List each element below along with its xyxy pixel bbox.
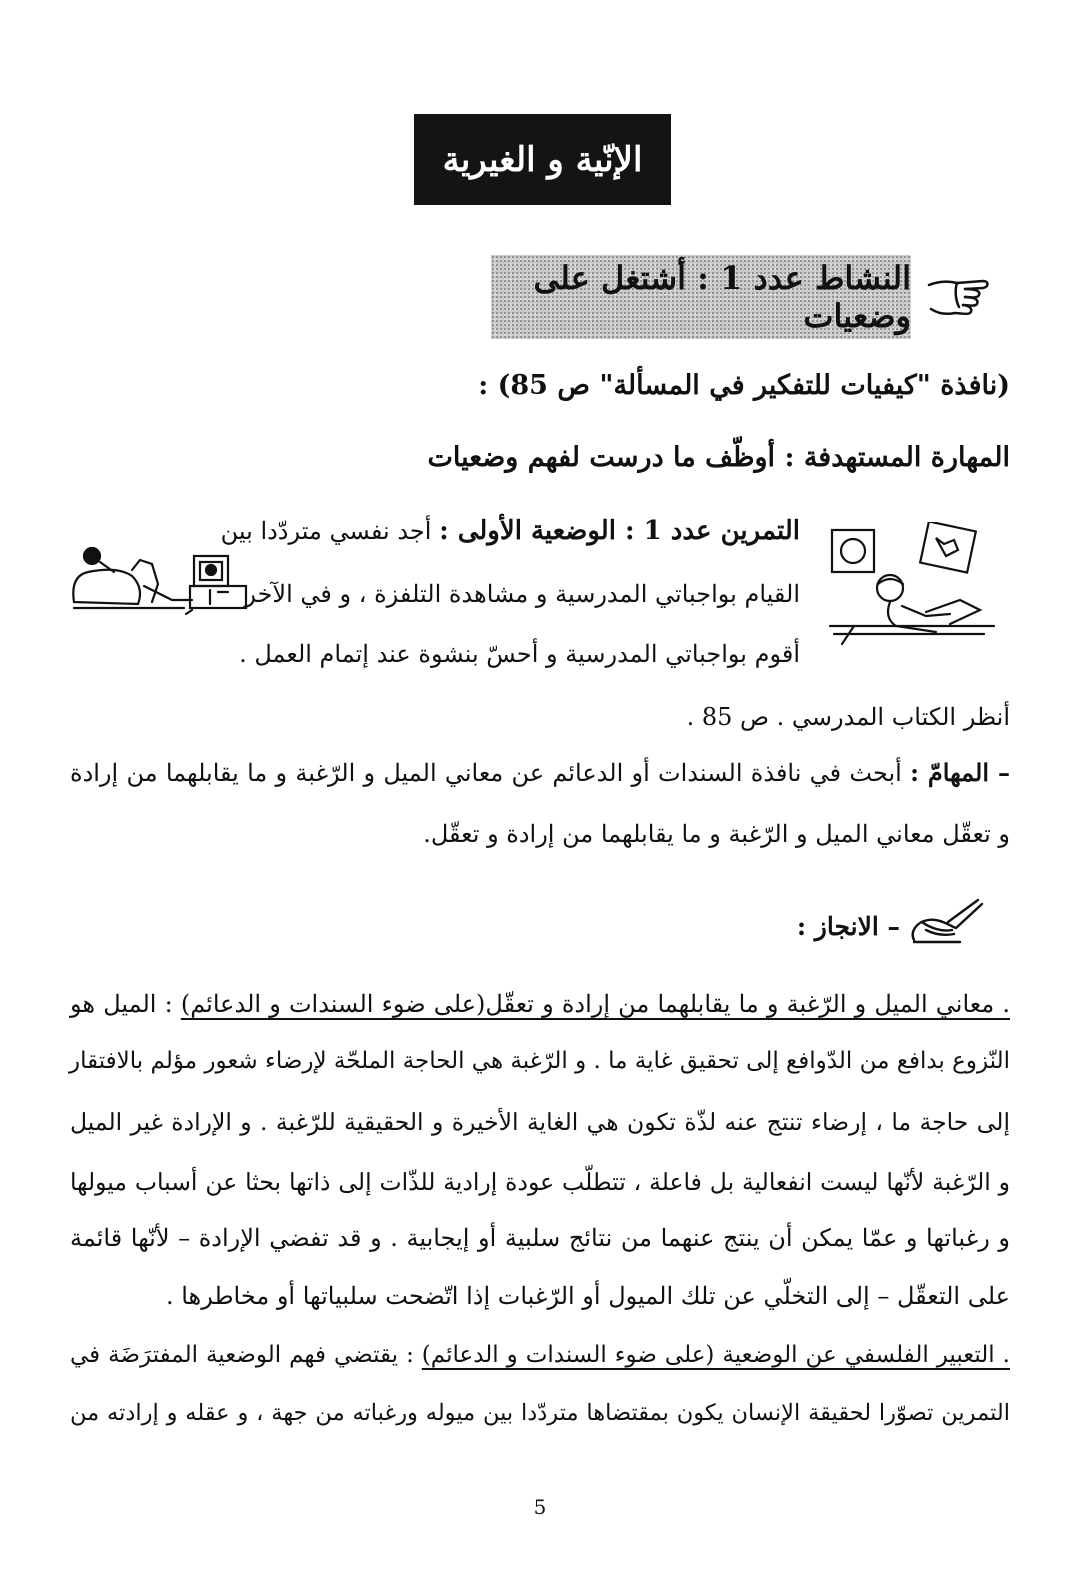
tasks-line-1-text: أبحث في نافذة السندات أو الدعائم عن معاني الميل و الرّغبة و ما يقابلهما من إرادة (70, 759, 902, 787)
page-title (414, 114, 671, 205)
window-line-text: (نافذة "كيفيات للتفكير في المسألة" ص 85) : (478, 370, 1010, 401)
exercise-line-3-text: أقوم بواجباتي المدرسية و أحسّ بنشوة عند إتمام العمل . (239, 640, 800, 668)
paragraph-1-line-3 (70, 1108, 1010, 1136)
tasks-line-2 (423, 820, 1010, 848)
student-studying-illustration (828, 522, 998, 652)
activity-banner (491, 255, 911, 339)
exercise-line-2 (244, 580, 800, 608)
exercise-label: التمرين عدد 1 : الوضعية الأولى : (439, 516, 800, 546)
paragraph-1-text: و رغباتها و عمّا يمكن أن ينتج عنهما من نتائج سلبية أو إيجابية . و قد تفضي الإرادة – لأنّها قائمة (70, 1224, 1010, 1252)
page-title-text: الإنّية و الغيرية (442, 139, 643, 180)
paragraph-2-text: التمرين تصوّرا لحقيقة الإنسان يكون بمقتضاها متردّدا بين ميوله ورغباته من جهة ، و عقله و إرادته من (70, 1400, 1010, 1426)
paragraph-1-line-5 (70, 1224, 1010, 1252)
paragraph-2-lead: : يقتضي فهم الوضعية المفترَضَة في (70, 1342, 414, 1368)
skill-line-text: المهارة المستهدفة : أوظّف ما درست لفهم وضعيات (427, 442, 1010, 473)
tasks-line-1 (70, 758, 1010, 787)
exercise-line-2-text: القيام بواجباتي المدرسية و مشاهدة التلفزة ، و في الآخر (244, 580, 800, 608)
paragraph-1-text: النّزوع بدافع من الدّوافع إلى تحقيق غاية ما . و الرّغبة هي الحاجة الملحّة لإرضاء شعور مؤلم بالافتقار (68, 1048, 1010, 1074)
person-watching-tv-illustration (70, 540, 255, 615)
activity-label: النشاط عدد 1 : أشتغل على وضعيات (533, 259, 911, 335)
achievement-heading (797, 912, 900, 941)
page-number: 5 (533, 1495, 547, 1519)
paragraph-2-line-1 (70, 1342, 1010, 1368)
exercise-line-1-text: أجد نفسي متردّدا بين (220, 517, 432, 545)
paragraph-1-line-1 (70, 990, 1010, 1018)
writing-hand-icon (908, 898, 988, 946)
paragraph-2-line-2 (70, 1400, 1010, 1426)
paragraph-1-text: و الرّغبة لأنّها ليست انفعالية بل فاعلة ، تتطلّب عودة إرادية للذّات إلى ذاتها بحثا عن أسباب ميولها (70, 1168, 1010, 1196)
tasks-line-2-text: و تعقّل معاني الميل و الرّغبة و ما يقابلهما من إرادة و تعقّل. (423, 820, 1010, 848)
skill-line (428, 442, 1010, 473)
paragraph-1-lead: : الميل هو (70, 990, 173, 1018)
reference-line-text: أنظر الكتاب المدرسي . ص 85 . (686, 703, 1010, 731)
paragraph-1-text: على التعقّل – إلى التخلّي عن تلك الميول أو الرّغبات إذا اتّضحت سلبياتها أو مخاطرها . (165, 1282, 1010, 1310)
tasks-label: – المهامّ : (910, 758, 1010, 787)
window-line (478, 370, 1010, 401)
paragraph-1-heading: . معاني الميل و الرّغبة و ما يقابلهما من إرادة و تعقّل(على ضوء السندات و الدعائم) (180, 990, 1010, 1018)
paragraph-2-heading: . التعبير الفلسفي عن الوضعية (على ضوء السندات و الدعائم) (421, 1342, 1010, 1368)
paragraph-1-line-6 (166, 1282, 1010, 1310)
paragraph-1-line-4 (70, 1168, 1010, 1196)
paragraph-1-text: إلى حاجة ما ، إرضاء تنتج عنه لذّة تكون هي الغاية الأخيرة و الحقيقية للرّغبة . و الإرادة غير الميل (70, 1108, 1010, 1136)
pointing-hand-icon (925, 273, 995, 321)
paragraph-1-line-2 (70, 1048, 1010, 1074)
exercise-line-3 (239, 640, 800, 668)
reference-line (687, 703, 1010, 731)
exercise-line-1 (221, 516, 800, 546)
achievement-label: – الانجاز : (796, 912, 900, 941)
